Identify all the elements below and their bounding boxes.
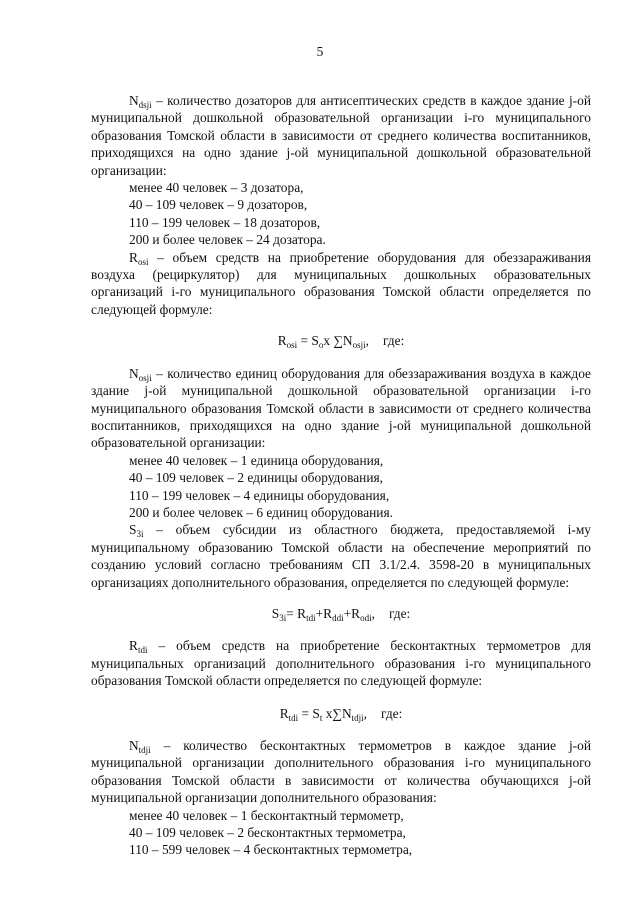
variable-symbol: N (129, 93, 139, 108)
formula-term: R (277, 333, 287, 349)
formula-subscript: tdi (288, 712, 299, 723)
formula-subscript: tdi (306, 612, 316, 623)
list-item: менее 40 человек – 3 дозатора, (129, 180, 304, 196)
definition-text: – объем средств на приобретение бесконтактных термометров для муниципальных организаций дополнительного образования i-го муниципального образования Томской области определяется по следующей формуле: (91, 638, 591, 689)
formula-subscript: ddi (332, 612, 344, 623)
formula-term: = S (298, 705, 320, 721)
formula-subscript: tdji (351, 712, 364, 723)
definition-paragraph (91, 249, 591, 319)
definition-text: – количество единиц оборудования для обеззараживания воздуха в каждое здание j-ой муниципальной дошкольной образовательной организации i-го муниципального образования Томской области в зависимости от среднего количества воспитанников, приходящихся на одно здание j-ой муниципальной дошкольной образовательной организации: (91, 365, 591, 451)
list-item: 110 – 199 человек – 4 единицы оборудования, (129, 487, 390, 503)
formula-term: , (363, 705, 367, 721)
formula-where-label: где: (381, 705, 403, 721)
formula-where-label: где: (382, 333, 405, 349)
list-item: 40 – 109 человек – 9 дозаторов, (129, 197, 308, 213)
definition-paragraph (91, 521, 591, 591)
variable-symbol: R (129, 249, 138, 265)
formula (91, 332, 591, 349)
formula-term: R (279, 705, 289, 721)
variable-subscript: tdi (137, 645, 148, 656)
definition-text: – объем субсидии из областного бюджета, предоставляемой i-му муниципальному образованию Томской области на обеспечение мероприятий по созданию условий согласно требованиям СП 3.1/2.4. 3598-20 в муниципальных организациях дополнительного образования, определяется по следующей формуле: (91, 522, 591, 590)
definition-text: – количество бесконтактных термометров в каждое здание j-ой муниципальной организации дополнительного образования i-го муниципального образования Томской области в зависимости от количества обучающихся j-ой муниципальной организации дополнительного образования: (91, 738, 591, 806)
page-number: 5 (316, 44, 324, 59)
formula-subscript: o (318, 340, 324, 351)
formula-term: x∑N (322, 705, 352, 721)
list-item: 40 – 109 человек – 2 единицы оборудования, (129, 470, 383, 486)
formula-term: = R (286, 605, 307, 621)
definition-text: – количество дозаторов для антисептических средств в каждое здание j-ой муниципальной дошкольной образовательной организации i-го муниципального образования Томской области в зависимости от среднего количества воспитанников, приходящихся на одно здание j-ой муниципальной дошкольной образовательной организации: (91, 93, 591, 178)
formula-subscript: odi (360, 612, 372, 623)
list-item: 110 – 199 человек – 18 дозаторов, (129, 214, 321, 230)
variable-subscript: osji (138, 372, 152, 383)
definition-paragraph (91, 365, 591, 452)
list-item: 110 – 599 человек – 4 бесконтактных термометра, (129, 842, 413, 858)
formula-subscript: 3i (279, 612, 287, 623)
variable-subscript: osi (137, 256, 149, 267)
document-body (91, 92, 591, 859)
variable-subscript: dsji (138, 100, 152, 110)
formula-term: , (371, 605, 375, 621)
list-item: 40 – 109 человек – 2 бесконтактных термометра, (129, 825, 406, 841)
formula-subscript: t (319, 712, 323, 723)
formula-term: +R (315, 605, 333, 621)
definition-paragraph (91, 92, 591, 179)
formula (91, 605, 591, 622)
formula-subscript: osji (352, 340, 366, 351)
definition-text: – объем средств на приобретение оборудования для обеззараживания воздуха (рециркулятор) для муниципальных дошкольных образовательных организаций i-го муниципального образования Томской области определяется по следующей формуле: (91, 249, 591, 317)
formula-term: S (271, 605, 280, 621)
list-item: 200 и более человек – 6 единиц оборудования. (129, 504, 393, 520)
formula-term: , (365, 333, 369, 349)
list-item: 200 и более человек – 24 дозатора. (129, 232, 326, 248)
variable-subscript: 3i (136, 529, 144, 540)
list-item: менее 40 человек – 1 единица оборудования, (129, 452, 384, 468)
variable-subscript: tdji (138, 745, 151, 755)
variable-symbol: N (129, 738, 139, 753)
formula-subscript: osi (286, 340, 298, 351)
variable-symbol: N (129, 365, 139, 381)
variable-symbol: S (129, 522, 137, 538)
formula (91, 705, 591, 722)
list-item: менее 40 человек – 1 бесконтактный термометр, (129, 807, 404, 823)
definition-paragraph (91, 737, 591, 807)
formula-term: = S (297, 333, 319, 349)
definition-paragraph (91, 637, 591, 689)
variable-symbol: R (129, 638, 138, 654)
formula-term: +R (343, 605, 361, 621)
formula-term: x ∑N (323, 333, 353, 349)
formula-where-label: где: (388, 605, 411, 621)
